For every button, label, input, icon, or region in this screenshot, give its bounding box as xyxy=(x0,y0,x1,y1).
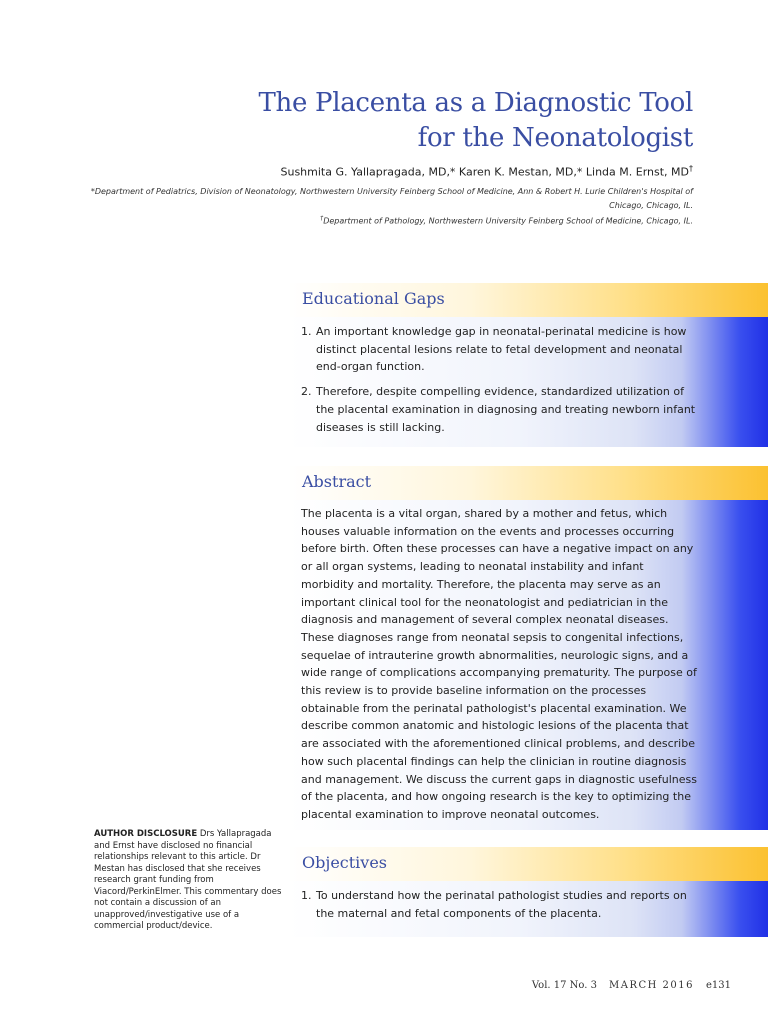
author-dagger-mark: † xyxy=(689,164,693,173)
author-disclosure xyxy=(94,829,284,933)
abstract-header xyxy=(288,466,768,500)
objectives-heading: Objectives xyxy=(302,853,388,872)
list-item-text: An important knowledge gap in neonatal-perinatal medicine is how distinct placental lesions relate to fetal development and neonatal end-organ function. xyxy=(316,325,687,374)
list-item-number: 1. xyxy=(301,889,312,902)
educational-gaps-heading: Educational Gaps xyxy=(302,289,445,308)
author-list xyxy=(281,164,694,179)
abstract-heading: Abstract xyxy=(302,472,372,491)
author-disclosure-text: Drs Yallapragada and Ernst have disclosed no financial relationships relevant to this article. Dr Mestan has disclosed that she receives research grant funding from Viacord/PerkinElmer. This commentary does not contain a discussion of an unapproved/investigative use of a commercial product/device. xyxy=(94,829,282,931)
article-title-line-2: for the Neonatologist xyxy=(417,123,693,153)
list-item-number: 2. xyxy=(301,385,312,399)
author-names: Sushmita G. Yallapragada, MD,* Karen K. Mestan, MD,* Linda M. Ernst, MD xyxy=(280,165,689,179)
footer-volume: Vol. 17 No. 3 xyxy=(531,980,597,991)
list-item-text: Therefore, despite compelling evidence, standardized utilization of the placental examination in diagnosing and treating newborn infant diseases is still lacking. xyxy=(316,385,696,434)
article-title xyxy=(258,86,693,156)
list-item xyxy=(301,323,699,376)
educational-gaps-list xyxy=(301,323,699,443)
footer-date: MARCH 2016 xyxy=(608,980,694,991)
abstract-text-block xyxy=(301,505,699,824)
footer-page-number: e131 xyxy=(705,980,731,991)
author-disclosure-label: AUTHOR DISCLOSURE xyxy=(94,829,198,839)
affiliation-dagger-mark: † xyxy=(320,215,324,222)
objectives-list xyxy=(301,887,699,929)
affiliation-pathology: Department of Pathology, Northwestern University Feinberg School of Medicine, Chicago, IL. xyxy=(323,216,693,226)
list-item xyxy=(301,887,699,922)
affiliation-line-2: Chicago, Chicago, IL. xyxy=(609,200,693,210)
list-item-number: 1. xyxy=(301,325,312,338)
page-footer xyxy=(520,980,731,991)
affiliations xyxy=(73,185,693,228)
objectives-header xyxy=(288,847,768,881)
list-item-text: To understand how the perinatal pathologist studies and reports on the maternal and fetal components of the placenta. xyxy=(316,889,687,920)
list-item xyxy=(301,383,699,436)
article-title-line-1: The Placenta as a Diagnostic Tool xyxy=(258,88,693,118)
educational-gaps-header xyxy=(288,283,768,317)
affiliation-line-3 xyxy=(73,212,693,228)
affiliation-line-1: *Department of Pediatrics, Division of Neonatology, Northwestern University Feinberg School of Medicine, Ann & Robert H. Lurie Children's Hospital of xyxy=(90,187,693,196)
abstract-text: The placenta is a vital organ, shared by a mother and fetus, which houses valuable information on the events and processes occurring before birth. Often these processes can have a negative impact on any or all organ systems, leading to neonatal instability and infant morbidity and mortality. Therefore, the placenta may serve as an important clinical tool for the neonatologist and pediatrician in the diagnosis and management of several complex neonatal diseases. These diagnoses range from neonatal sepsis to congenital infections, sequelae of intrauterine growth abnormalities, neurologic signs, and a wide range of complications accompanying prematurity. The purpose of this review is to provide baseline information on the processes obtainable from the perinatal pathologist's placental examination. We describe common anatomic and histologic lesions of the placenta that are associated with the aforementioned clinical problems, and describe how such placental findings can help the clinician in routine diagnosis and management. We discuss the current gaps in diagnostic usefulness of the placenta, and how ongoing research is the key to optimizing the placental examination to improve neonatal outcomes. xyxy=(301,507,697,821)
